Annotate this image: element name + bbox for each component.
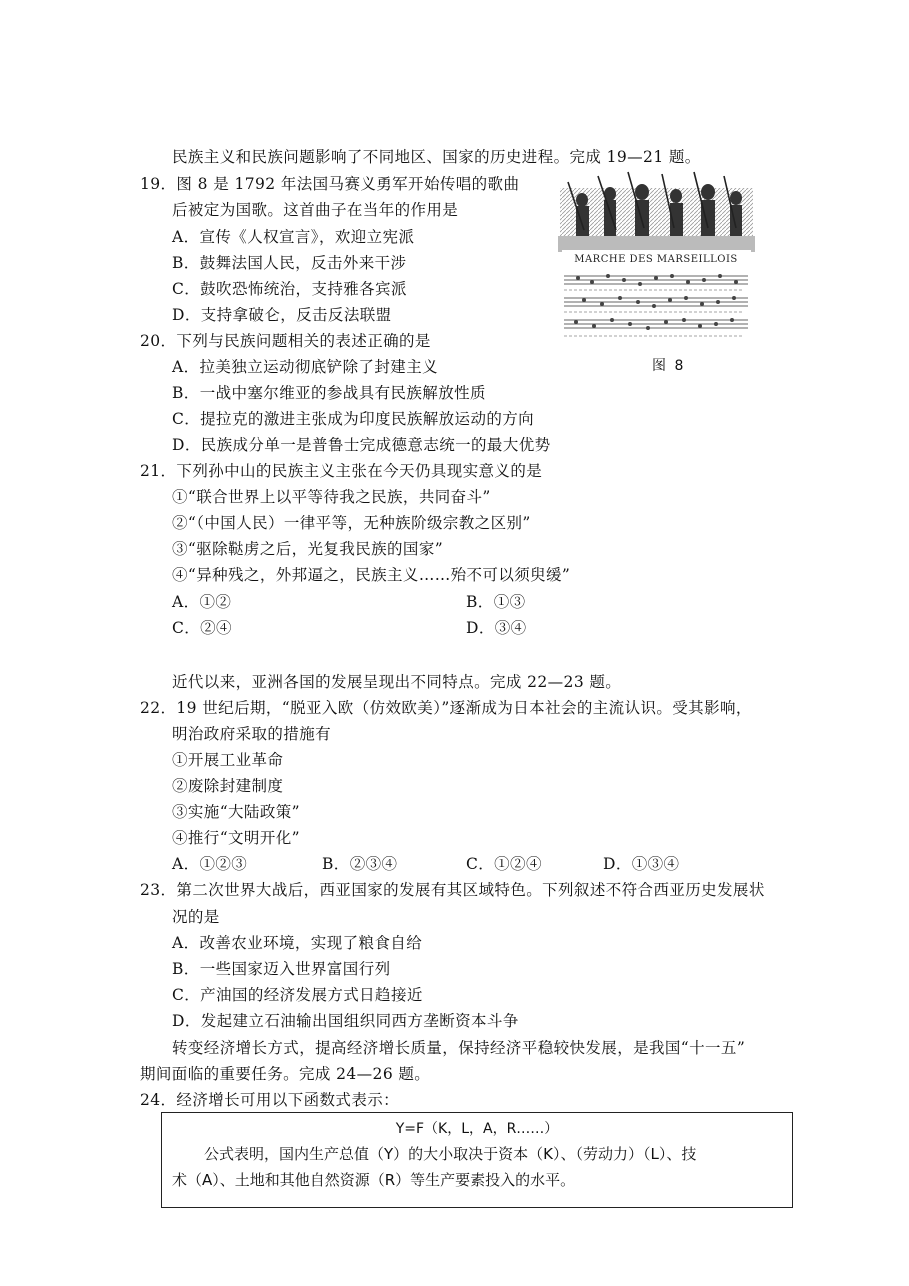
q22-stem-line2: 明治政府采取的措施有 <box>172 725 332 743</box>
q23-option-a: A．改善农业环境，实现了粮食自给 <box>172 934 423 952</box>
q19-option-b: B．鼓舞法国人民，反击外来干涉 <box>172 254 407 272</box>
q22-option-c: C．①②④ <box>466 855 542 873</box>
q22-item-4: ④推行“文明开化” <box>172 829 300 847</box>
q22-option-d: D．①③④ <box>603 855 680 873</box>
q22-item-2: ②废除封建制度 <box>172 777 284 795</box>
q20-stem: 20．下列与民族问题相关的表述正确的是 <box>140 332 431 350</box>
section-intro-22-23: 近代以来，亚洲各国的发展呈现出不同特点。完成 22—23 题。 <box>172 673 622 691</box>
q22-item-1: ①开展工业革命 <box>172 751 284 769</box>
q21-option-c: C．②④ <box>172 619 232 637</box>
q21-stem: 21．下列孙中山的民族主义主张在今天仍具现实意义的是 <box>140 462 543 480</box>
q19-stem-line1: 19．图 8 是 1792 年法国马赛义勇军开始传唱的歌曲 <box>140 175 520 193</box>
q24-formula: Y=F（K，L，A，R……） <box>395 1121 559 1137</box>
q19-option-c: C．鼓吹恐怖统治，支持雅各宾派 <box>172 280 407 298</box>
section-intro-24-26-line1: 转变经济增长方式，提高经济增长质量，保持经济平稳较快发展，是我国“十一五” <box>172 1039 746 1057</box>
q23-stem-line2: 况的是 <box>172 908 220 926</box>
q20-option-c: C．提拉克的激进主张成为印度民族解放运动的方向 <box>172 410 535 428</box>
q23-option-d: D．发起建立石油输出国组织同西方垄断资本斗争 <box>172 1012 519 1030</box>
q24-box-line2: 术（A）、土地和其他自然资源（R）等生产要素投入的水平。 <box>172 1171 576 1189</box>
q20-option-a: A．拉美独立运动彻底铲除了封建主义 <box>172 358 438 376</box>
q20-option-b: B．一战中塞尔维亚的参战具有民族解放性质 <box>172 384 486 402</box>
q21-item-1: ①“联合世界上以平等待我之民族，共同奋斗” <box>172 488 491 506</box>
q21-item-2: ②“（中国人民）一律平等，无种族阶级宗教之区别” <box>172 514 531 532</box>
q19-stem-line2: 后被定为国歌。这首曲子在当年的作用是 <box>172 201 459 219</box>
q22-stem-line1: 22．19 世纪后期，“脱亚入欧（仿效欧美）”逐渐成为日本社会的主流认识。受其影响， <box>140 699 752 717</box>
marseillaise-engraving-figure <box>558 170 755 348</box>
q23-option-b: B．一些国家迈入世界富国行列 <box>172 960 391 978</box>
q24-stem: 24．经济增长可用以下函数式表示： <box>140 1091 400 1109</box>
figure-banner-text: MARCHE DES MARSEILLOIS <box>574 254 738 265</box>
section-intro-24-26-line2: 期间面临的重要任务。完成 24—26 题。 <box>140 1065 431 1083</box>
q19-option-d: D．支持拿破仑，反击反法联盟 <box>172 306 392 324</box>
q22-option-b: B．②③④ <box>322 855 398 873</box>
q21-option-b: B．①③ <box>466 593 526 611</box>
q23-stem-line1: 23．第二次世界大战后，西亚国家的发展有其区域特色。下列叙述不符合西亚历史发展状 <box>140 881 765 899</box>
q21-item-4: ④“异种残之，外邦逼之，民族主义……殆不可以须臾缓” <box>172 566 571 584</box>
q22-option-a: A．①②③ <box>172 855 248 873</box>
q21-option-d: D．③④ <box>466 619 527 637</box>
q21-item-3: ③“驱除鞑虏之后，光复我民族的国家” <box>172 540 444 558</box>
q20-option-d: D．民族成分单一是普鲁士完成德意志统一的最大优势 <box>172 436 551 454</box>
q22-item-3: ③实施“大陆政策” <box>172 803 300 821</box>
figure-caption: 图 8 <box>652 358 686 374</box>
q23-option-c: C．产油国的经济发展方式日趋接近 <box>172 986 423 1004</box>
engraving-illustration <box>558 170 755 348</box>
q19-option-a: A．宣传《人权宣言》，欢迎立宪派 <box>172 228 415 246</box>
q24-box-line1: 公式表明，国内生产总值（Y）的大小取决于资本（K）、（劳动力）（L）、技 <box>204 1145 697 1163</box>
q24-formula-box <box>161 1112 793 1208</box>
q21-option-a: A．①② <box>172 593 232 611</box>
section-intro-19-21: 民族主义和民族问题影响了不同地区、国家的历史进程。完成 19—21 题。 <box>172 148 701 166</box>
